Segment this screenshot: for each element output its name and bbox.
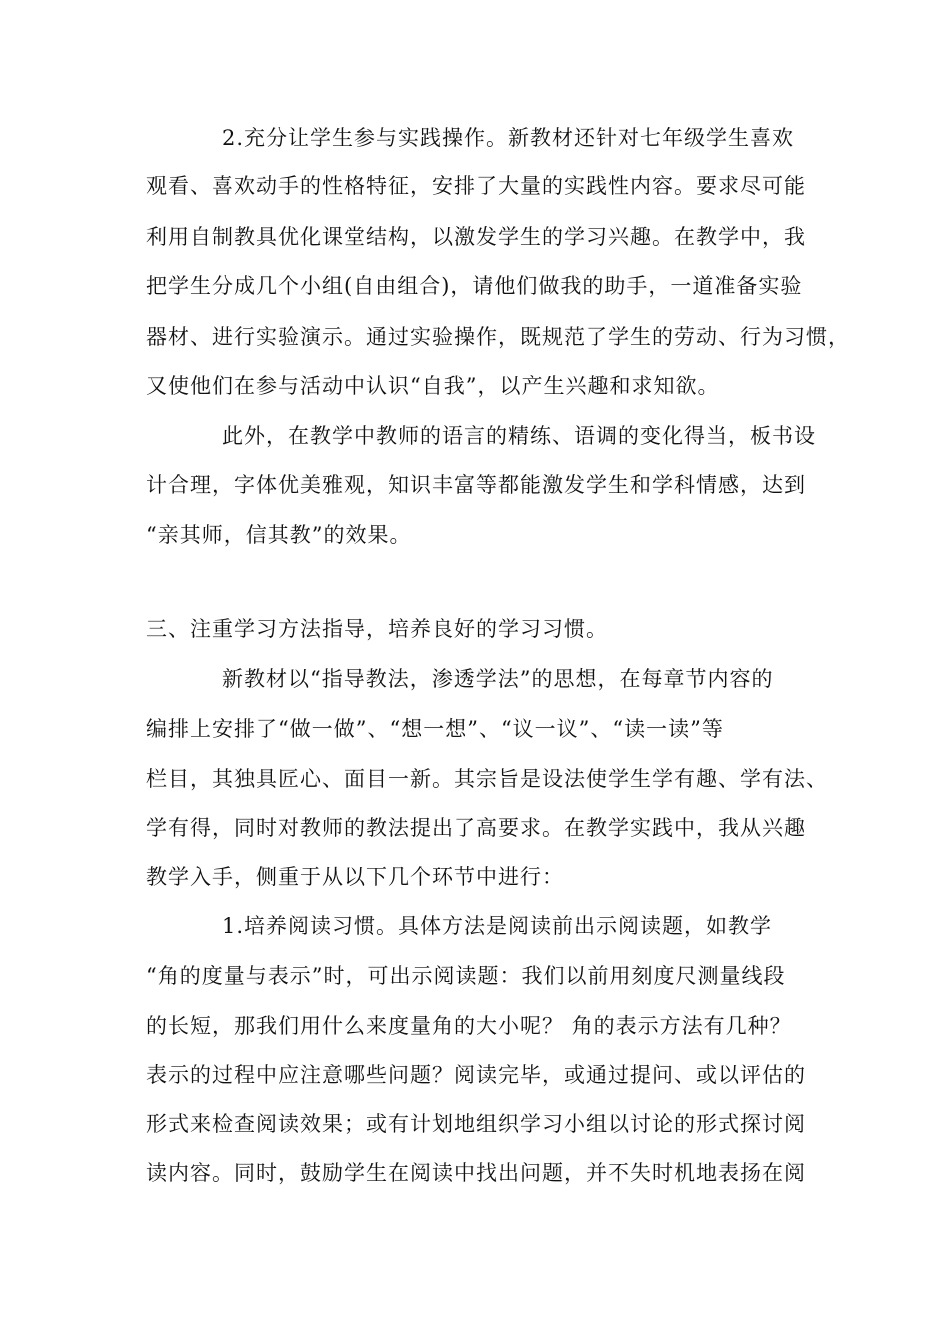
paragraph-line: 学有得，同时对教师的教法提出了高要求。在教学实践中，我从兴趣 xyxy=(146,816,806,840)
section-heading: 三、注重学习方法指导，培养良好的学习习惯。 xyxy=(146,617,608,641)
paragraph-line: 此外，在教学中教师的语言的精练、语调的变化得当，板书设 xyxy=(222,424,816,448)
paragraph-line: 又使他们在参与活动中认识“自我”，以产生兴趣和求知欲。 xyxy=(146,374,720,398)
paragraph-line: “亲其师，信其教”的效果。 xyxy=(146,523,412,547)
paragraph-line: 读内容。同时，鼓励学生在阅读中找出问题，并不失时机地表扬在阅 xyxy=(146,1161,806,1185)
paragraph-line: 1.培养阅读习惯。具体方法是阅读前出示阅读题，如教学 xyxy=(222,914,773,938)
paragraph-line: 的长短，那我们用什么来度量角的大小呢？ 角的表示方法有几种？ xyxy=(146,1014,792,1038)
paragraph-line: 新教材以“指导教法，渗透学法”的思想，在每章节内容的 xyxy=(222,667,774,691)
paragraph-line: 教学入手，侧重于从以下几个环节中进行： xyxy=(146,865,564,889)
paragraph-line: 2.充分让学生参与实践操作。新教材还针对七年级学生喜欢 xyxy=(222,126,795,150)
paragraph-line: 栏目，其独具匠心、面目一新。其宗旨是设法使学生学有趣、学有法、 xyxy=(146,767,828,791)
paragraph-line: 形式来检查阅读效果；或有计划地组织学习小组以讨论的形式探讨阅 xyxy=(146,1112,806,1136)
paragraph-line: 器材、进行实验演示。通过实验操作，既规范了学生的劳动、行为习惯， xyxy=(146,325,850,349)
paragraph-line: 利用自制教具优化课堂结构，以激发学生的学习兴趣。在教学中，我 xyxy=(146,225,806,249)
paragraph-line: 计合理，字体优美雅观，知识丰富等都能激发学生和学科情感，达到 xyxy=(146,473,806,497)
paragraph-line: “角的度量与表示”时，可出示阅读题：我们以前用刻度尺测量线段 xyxy=(146,964,786,988)
paragraph-line: 观看、喜欢动手的性格特征，安排了大量的实践性内容。要求尽可能 xyxy=(146,174,806,198)
paragraph-line: 编排上安排了“做一做”、“想一想”、“议一议”、“读一读”等 xyxy=(146,717,724,741)
paragraph-line: 表示的过程中应注意哪些问题？阅读完毕，或通过提问、或以评估的 xyxy=(146,1063,806,1087)
paragraph-line: 把学生分成几个小组(自由组合)，请他们做我的助手，一道准备实验 xyxy=(146,274,803,298)
